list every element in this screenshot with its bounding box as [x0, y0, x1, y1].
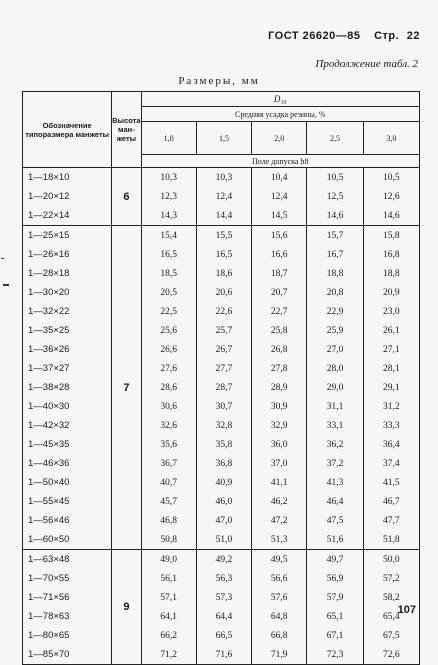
d10-value: 51,8: [363, 530, 419, 550]
d10-value: 18,7: [252, 264, 307, 283]
d10-value: 14,3: [141, 206, 196, 226]
cuff-designation: 1—37×27: [23, 359, 112, 378]
d10-value: 31,1: [307, 397, 363, 416]
d10-value: 57,2: [363, 569, 419, 588]
d10-value: 49,5: [252, 550, 307, 570]
d10-value: 57,6: [252, 588, 307, 607]
d10-value: 50,0: [363, 550, 419, 570]
d10-value: 33,1: [307, 416, 363, 435]
d10-value: 18,5: [141, 264, 196, 283]
d10-value: 46,4: [307, 492, 363, 511]
cuff-designation: 1—56×46: [23, 511, 112, 530]
cuff-designation: 1—63×48: [23, 550, 112, 570]
table-row: [23, 302, 420, 321]
cuff-designation: 1—78×63: [23, 607, 112, 626]
d10-value: 26,7: [196, 340, 251, 359]
d10-value: 22,6: [196, 302, 251, 321]
table-row: [23, 569, 420, 588]
d10-value: 56,9: [307, 569, 363, 588]
d10-value: 28,6: [141, 378, 196, 397]
cuff-height: 9: [112, 550, 141, 665]
d10-value: 10,3: [141, 168, 196, 188]
table-continuation-note: Продолжение табл. 2: [315, 58, 418, 70]
d10-value: 10,5: [307, 168, 363, 188]
d10-value: 45,7: [141, 492, 196, 511]
table-row: [23, 206, 420, 226]
header-page-number: 22: [406, 30, 420, 42]
d10-value: 14,4: [196, 206, 251, 226]
d10-value: 15,6: [252, 226, 307, 246]
d10-value: 50,8: [141, 530, 196, 550]
table-row: [23, 187, 420, 206]
tolerance-header: Поле допуска h8: [141, 155, 420, 168]
d10-value: 51,0: [196, 530, 251, 550]
d10-value: 18,8: [307, 264, 363, 283]
d10-value: 57,1: [141, 588, 196, 607]
d10-value: 12,4: [196, 187, 251, 206]
d10-value: 64,8: [252, 607, 307, 626]
table-body: [23, 168, 420, 665]
cuff-designation: 1—40×30: [23, 397, 112, 416]
cuff-designation: 1—71×56: [23, 588, 112, 607]
column-header-height: Высота ман- жеты: [112, 92, 141, 168]
cuff-designation: 1—70×55: [23, 569, 112, 588]
table-row: [23, 588, 420, 607]
d10-value: 66,8: [252, 626, 307, 645]
d10-value: 20,7: [252, 283, 307, 302]
d10-value: 32,8: [196, 416, 251, 435]
cuff-designation: 1—38×28: [23, 378, 112, 397]
d10-value: 29,0: [307, 378, 363, 397]
d10-value: 49,7: [307, 550, 363, 570]
d10-value: 27,6: [141, 359, 196, 378]
percent-header: 2,5: [307, 122, 363, 155]
table-row: [23, 378, 420, 397]
d10-value: 72,6: [363, 645, 419, 665]
d10-value: 49,0: [141, 550, 196, 570]
d10-value: 40,7: [141, 473, 196, 492]
page-header: [268, 30, 420, 42]
cuff-designation: 1—42×32: [23, 416, 112, 435]
d10-value: 14,5: [252, 206, 307, 226]
table-row: [23, 226, 420, 246]
d10-value: 16,5: [196, 245, 251, 264]
d10-value: 33,3: [363, 416, 419, 435]
table-row: [23, 626, 420, 645]
d10-value: 56,3: [196, 569, 251, 588]
d10-value: 71,2: [141, 645, 196, 665]
d10-value: 65,1: [307, 607, 363, 626]
d10-value: 67,5: [363, 626, 419, 645]
d10-value: 35,6: [141, 435, 196, 454]
d10-value: 15,5: [196, 226, 251, 246]
d10-value: 35,8: [196, 435, 251, 454]
d10-value: 67,1: [307, 626, 363, 645]
column-header-designation: Обозначение типоразмера манжеты: [23, 92, 112, 168]
d10-value: 71,6: [196, 645, 251, 665]
table-row: [23, 530, 420, 550]
cuff-designation: 1—45×35: [23, 435, 112, 454]
d10-value: 10,5: [363, 168, 419, 188]
table-row: [23, 264, 420, 283]
d10-value: 26,6: [141, 340, 196, 359]
cuff-designation: 1—22×14: [23, 206, 112, 226]
cuff-height: 7: [112, 226, 141, 550]
d10-value: 36,8: [196, 454, 251, 473]
percent-header: 3,0: [363, 122, 419, 155]
d10-value: 22,5: [141, 302, 196, 321]
d10-value: 58,2: [363, 588, 419, 607]
d10-value: 36,7: [141, 454, 196, 473]
d10-value: 20,6: [196, 283, 251, 302]
column-header-shrinkage: Средняя усадка резины, %: [141, 107, 420, 122]
d10-value: 37,2: [307, 454, 363, 473]
d10-value: 26,8: [252, 340, 307, 359]
d10-value: 10,4: [252, 168, 307, 188]
d10-value: 20,5: [141, 283, 196, 302]
d10-value: 27,1: [363, 340, 419, 359]
d10-value: 22,9: [307, 302, 363, 321]
d10-value: 14,6: [307, 206, 363, 226]
d10-value: 15,4: [141, 226, 196, 246]
d10-value: 28,9: [252, 378, 307, 397]
d10-value: 22,7: [252, 302, 307, 321]
d10-value: 40,9: [196, 473, 251, 492]
cuff-designation: 1—30×20: [23, 283, 112, 302]
d10-value: 57,3: [196, 588, 251, 607]
d10-value: 12,4: [252, 187, 307, 206]
table-row: [23, 550, 420, 570]
d10-value: 30,9: [252, 397, 307, 416]
d10-value: 20,8: [307, 283, 363, 302]
cuff-designation: 1—35×25: [23, 321, 112, 340]
d10-value: 36,2: [307, 435, 363, 454]
d10-value: 25,7: [196, 321, 251, 340]
d10-value: 46,7: [363, 492, 419, 511]
page-number: 107: [397, 604, 416, 616]
d10-value: 41,1: [252, 473, 307, 492]
cuff-designation: 1—46×36: [23, 454, 112, 473]
d10-value: 16,5: [141, 245, 196, 264]
d10-value: 30,6: [141, 397, 196, 416]
cuff-designation: 1—28×18: [23, 264, 112, 283]
d10-value: 12,5: [307, 187, 363, 206]
cuff-designation: 1—18×10: [23, 168, 112, 188]
d10-value: 18,6: [196, 264, 251, 283]
table-row: [23, 645, 420, 665]
table-row: [23, 492, 420, 511]
d10-value: 56,6: [252, 569, 307, 588]
d10-value: 18,8: [363, 264, 419, 283]
d10-value: 36,4: [363, 435, 419, 454]
table-row: [23, 245, 420, 264]
table-row: [23, 397, 420, 416]
cuff-designation: 1—80×65: [23, 626, 112, 645]
cuff-designation: 1—36×26: [23, 340, 112, 359]
cuff-designation: 1—85×70: [23, 645, 112, 665]
table-row: [23, 321, 420, 340]
d10-value: 47,0: [196, 511, 251, 530]
d10-value: 25,6: [141, 321, 196, 340]
d10-value: 49,2: [196, 550, 251, 570]
scan-mark: [1, 258, 4, 259]
percent-header: 1,0: [141, 122, 196, 155]
d10-value: 12,3: [141, 187, 196, 206]
d10-value: 51,6: [307, 530, 363, 550]
d10-value: 66,5: [196, 626, 251, 645]
cuff-designation: 1—25×15: [23, 226, 112, 246]
d10-value: 14,6: [363, 206, 419, 226]
column-header-d10: D₁₀: [141, 92, 420, 107]
cuff-designation: 1—20×12: [23, 187, 112, 206]
d10-value: 47,2: [252, 511, 307, 530]
d10-value: 15,7: [307, 226, 363, 246]
standard-number: ГОСТ 26620—85: [268, 30, 361, 42]
d10-value: 51,3: [252, 530, 307, 550]
scan-mark: [3, 284, 9, 286]
d10-value: 32,6: [141, 416, 196, 435]
d10-value: 28,1: [363, 359, 419, 378]
table-row: [23, 359, 420, 378]
d10-value: 56,1: [141, 569, 196, 588]
d10-value: 47,5: [307, 511, 363, 530]
cuff-designation: 1—50×40: [23, 473, 112, 492]
d10-value: 30,7: [196, 397, 251, 416]
d10-value: 32,9: [252, 416, 307, 435]
d10-value: 10,3: [196, 168, 251, 188]
d10-value: 29,1: [363, 378, 419, 397]
table-row: [23, 168, 420, 188]
d10-value: 27,0: [307, 340, 363, 359]
d10-value: 46,2: [252, 492, 307, 511]
cuff-designation: 1—55×45: [23, 492, 112, 511]
d10-value: 31,2: [363, 397, 419, 416]
table-row: [23, 435, 420, 454]
d10-value: 64,1: [141, 607, 196, 626]
table-row: [23, 283, 420, 302]
page-label: Стр.: [374, 30, 400, 42]
d10-value: 37,4: [363, 454, 419, 473]
d10-value: 16,6: [252, 245, 307, 264]
d10-value: 41,5: [363, 473, 419, 492]
dimensions-caption: Размеры, мм: [178, 75, 260, 87]
table-row: [23, 416, 420, 435]
d10-value: 47,7: [363, 511, 419, 530]
table-row: [23, 511, 420, 530]
d10-value: 57,9: [307, 588, 363, 607]
d10-value: 16,8: [363, 245, 419, 264]
d10-value: 64,4: [196, 607, 251, 626]
d10-value: 27,7: [196, 359, 251, 378]
d10-value: 37,0: [252, 454, 307, 473]
d10-value: 46,0: [196, 492, 251, 511]
table-row: [23, 473, 420, 492]
d10-value: 72,3: [307, 645, 363, 665]
d10-value: 12,6: [363, 187, 419, 206]
percent-header: 1,5: [196, 122, 251, 155]
d10-value: 15,8: [363, 226, 419, 246]
d10-value: 36,0: [252, 435, 307, 454]
d10-value: 41,3: [307, 473, 363, 492]
table-row: [23, 454, 420, 473]
cuff-designation: 1—60×50: [23, 530, 112, 550]
d10-value: 20,9: [363, 283, 419, 302]
d10-value: 26,1: [363, 321, 419, 340]
table-row: [23, 607, 420, 626]
d10-value: 65,4: [363, 607, 419, 626]
d10-value: 27,8: [252, 359, 307, 378]
percent-header: 2,0: [252, 122, 307, 155]
d10-value: 71,9: [252, 645, 307, 665]
d10-value: 16,7: [307, 245, 363, 264]
dimensions-table: [22, 91, 420, 665]
d10-value: 23,0: [363, 302, 419, 321]
cuff-height: 6: [112, 168, 141, 226]
table-row: [23, 340, 420, 359]
d10-value: 66,2: [141, 626, 196, 645]
d10-value: 46,8: [141, 511, 196, 530]
d10-value: 25,9: [307, 321, 363, 340]
cuff-designation: 1—26×16: [23, 245, 112, 264]
d10-value: 25,8: [252, 321, 307, 340]
cuff-designation: 1—32×22: [23, 302, 112, 321]
d10-value: 28,0: [307, 359, 363, 378]
d10-value: 28,7: [196, 378, 251, 397]
